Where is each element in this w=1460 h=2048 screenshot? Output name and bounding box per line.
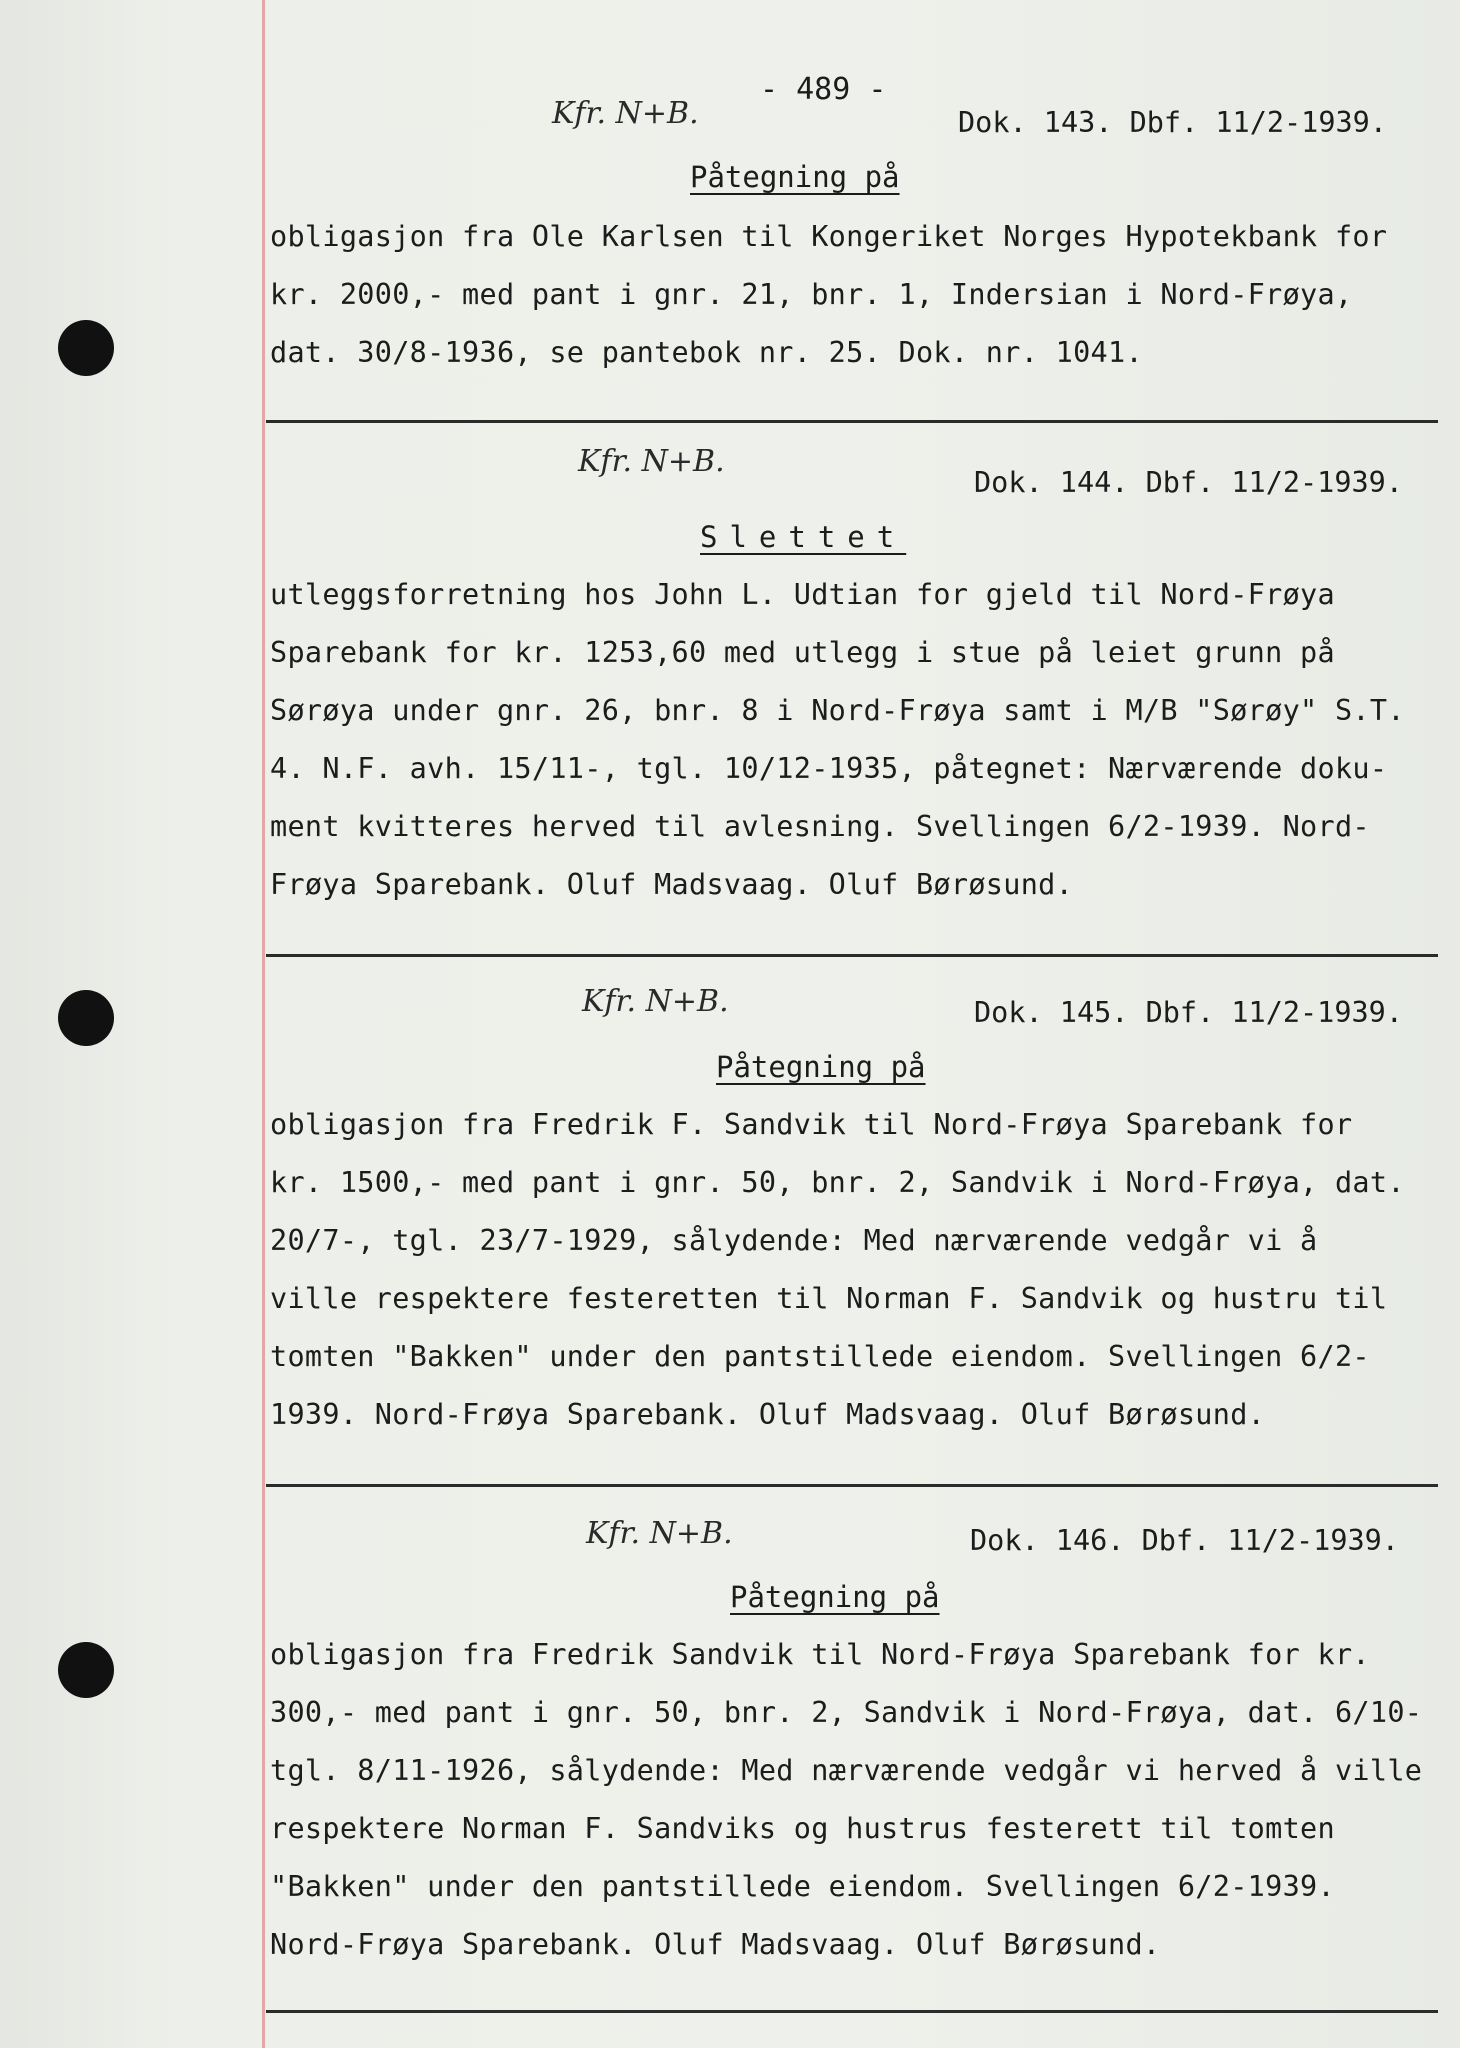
entry-heading: Påtegning på: [730, 1580, 940, 1614]
entry-text-line: 1939. Nord-Frøya Sparebank. Oluf Madsvaag. Oluf Børøsund.: [270, 1398, 1266, 1431]
entry-text-line: kr. 2000,- med pant i gnr. 21, bnr. 1, Indersian i Nord-Frøya,: [270, 278, 1353, 311]
document-reference: Dok. 145. Dbf. 11/2-1939.: [974, 996, 1403, 1029]
entry-heading: Påtegning på: [690, 160, 900, 194]
entry-text-line: tgl. 8/11-1926, sålydende: Med nærværende vedgår vi herved å ville: [270, 1754, 1423, 1787]
entry-text-line: utleggsforretning hos John L. Udtian for gjeld til Nord-Frøya: [270, 578, 1335, 611]
document-reference: Dok. 144. Dbf. 11/2-1939.: [974, 466, 1403, 499]
entry-text-line: 300,- med pant i gnr. 50, bnr. 2, Sandvik i Nord-Frøya, dat. 6/10-: [270, 1696, 1423, 1729]
punch-hole: [58, 990, 114, 1046]
punch-hole: [58, 1642, 114, 1698]
margin-line: [262, 0, 265, 2048]
entry-text-line: ment kvitteres herved til avlesning. Svellingen 6/2-1939. Nord-: [270, 810, 1370, 843]
entry-heading: Påtegning på: [716, 1050, 926, 1084]
margin-annotation: Kfr. N+B.: [582, 984, 729, 1019]
entry-text-line: dat. 30/8-1936, se pantebok nr. 25. Dok. nr. 1041.: [270, 336, 1143, 369]
page-number: - 489 -: [760, 72, 887, 107]
entry-text-line: 20/7-, tgl. 23/7-1929, sålydende: Med nærværende vedgår vi å: [270, 1224, 1318, 1257]
entry-text-line: Sørøya under gnr. 26, bnr. 8 i Nord-Frøya samt i M/B "Sørøy" S.T.: [270, 694, 1405, 727]
entry-text-line: Sparebank for kr. 1253,60 med utlegg i stue på leiet grunn på: [270, 636, 1335, 669]
document-reference: Dok. 146. Dbf. 11/2-1939.: [970, 1524, 1399, 1557]
margin-annotation: Kfr. N+B.: [586, 1516, 733, 1551]
entry-divider: [266, 420, 1438, 423]
entry-divider: [266, 954, 1438, 957]
entry-text-line: obligasjon fra Fredrik F. Sandvik til Nord-Frøya Sparebank for: [270, 1108, 1353, 1141]
entry-text-line: tomten "Bakken" under den pantstillede eiendom. Svellingen 6/2-: [270, 1340, 1370, 1373]
document-reference: Dok. 143. Dbf. 11/2-1939.: [958, 106, 1387, 139]
entry-text-line: 4. N.F. avh. 15/11-, tgl. 10/12-1935, påtegnet: Nærværende doku-: [270, 752, 1388, 785]
entry-text-line: ville respektere festeretten til Norman F. Sandvik og hustru til: [270, 1282, 1388, 1315]
entry-text-line: kr. 1500,- med pant i gnr. 50, bnr. 2, Sandvik i Nord-Frøya, dat.: [270, 1166, 1405, 1199]
margin-annotation: Kfr. N+B.: [552, 96, 699, 131]
entry-text-line: obligasjon fra Ole Karlsen til Kongeriket Norges Hypotekbank for: [270, 220, 1388, 253]
entry-text-line: Nord-Frøya Sparebank. Oluf Madsvaag. Oluf Børøsund.: [270, 1928, 1161, 1961]
entry-text-line: respektere Norman F. Sandviks og hustrus festerett til tomten: [270, 1812, 1335, 1845]
entry-heading: Slettet: [700, 520, 907, 554]
entry-divider: [266, 2010, 1438, 2013]
entry-text-line: Frøya Sparebank. Oluf Madsvaag. Oluf Børøsund.: [270, 868, 1074, 901]
entry-text-line: obligasjon fra Fredrik Sandvik til Nord-Frøya Sparebank for kr.: [270, 1638, 1370, 1671]
punch-hole: [58, 320, 114, 376]
margin-annotation: Kfr. N+B.: [578, 444, 725, 479]
entry-text-line: "Bakken" under den pantstillede eiendom. Svellingen 6/2-1939.: [270, 1870, 1335, 1903]
entry-divider: [266, 1484, 1438, 1487]
